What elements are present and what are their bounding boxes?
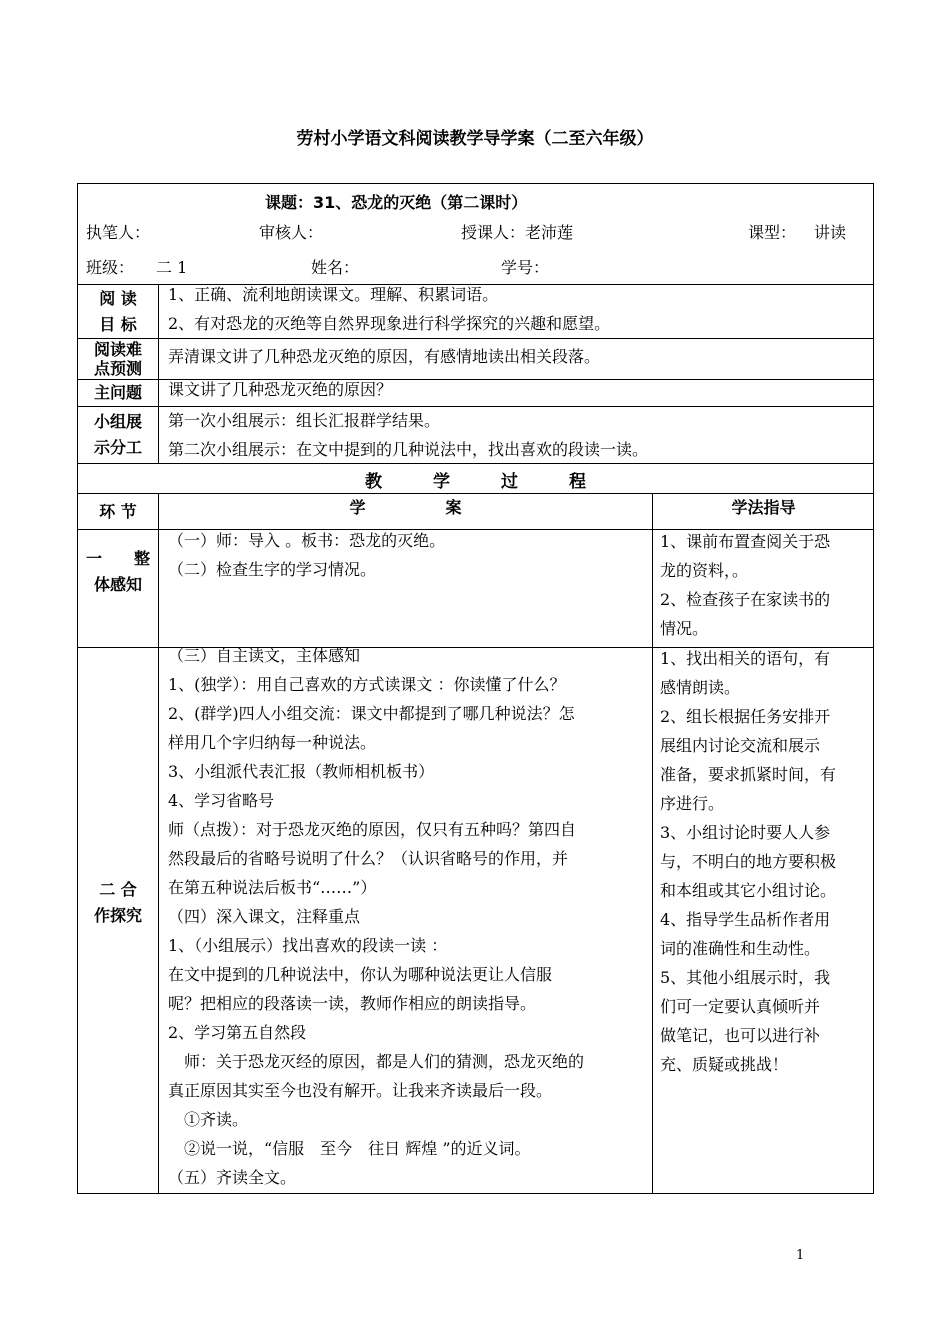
group-show-item: 第二次小组展示：在文中提到的几种说法中，找出喜欢的段读一读。 [168, 440, 649, 459]
stage1-label [78, 546, 158, 592]
goal-item: 2、有对恐龙的灭绝等自然界现象进行科学探究的兴趣和愿望。 [168, 314, 611, 333]
stage2-label [78, 877, 158, 929]
reviewer-label: 审核人： [259, 223, 324, 242]
guide-line: 序进行。 [660, 794, 725, 813]
process-title-row [78, 464, 873, 494]
stage2-row [78, 648, 873, 1193]
guide-line: 2、组长根据任务安排开 [660, 707, 831, 726]
guide-line: 4、指导学生品析作者用 [660, 910, 831, 929]
guide-line: 5、其他小组展示时，我 [660, 968, 831, 987]
stage1-plan [168, 526, 445, 584]
plan-line: 1、(独学）：用自己喜欢的方式读课文 ：你读懂了什么？ [168, 675, 566, 694]
reading-goals [168, 280, 610, 338]
guide-column-header: 学法指导 [731, 498, 796, 517]
guide-line: 准备，要求抓紧时间，有 [660, 765, 837, 784]
plan-line: （二）检查生字的学习情况。 [168, 560, 377, 579]
plan-line: ①齐读。 [168, 1110, 249, 1129]
plan-line: 2、(群学)四人小组交流：课文中都提到了哪几种说法？怎 [168, 704, 575, 723]
plan-line: 样用几个字归纳每一种说法。 [168, 733, 377, 752]
group-show-row [78, 407, 873, 464]
guide-line: 词的准确性和生动性。 [660, 939, 821, 958]
guide-line: 充、质疑或挑战！ [660, 1055, 789, 1074]
plan-line: 真正原因其实至今也没有解开。让我来齐读最后一段。 [168, 1081, 553, 1100]
guide-line: 龙的资料，。 [660, 561, 749, 580]
author-label: 执笔人： [86, 223, 151, 242]
main-question-label: 主问题 [93, 383, 142, 402]
difficulty-label-line2: 点预测 [93, 359, 142, 378]
group-show-label-line2: 示分工 [93, 438, 142, 457]
plan-line: 在文中提到的几种说法中，你认为哪种说法更让人信服 [168, 965, 553, 984]
stage1-guide [660, 527, 830, 643]
group-show-label-line1: 小组展 [93, 412, 142, 431]
guide-line: 与，不明白的地方要积极 [660, 852, 837, 871]
stage2-guide [660, 644, 836, 1079]
goals-label-line1: 阅 读 [99, 288, 137, 308]
group-show-text [168, 406, 648, 464]
stage2-plan [168, 641, 584, 1192]
guide-line: 2、检查孩子在家读书的 [660, 590, 831, 609]
class-value: 二 1 [156, 258, 188, 277]
plan-line: （一）师：导入 。板书：恐龙的灭绝。 [168, 531, 446, 550]
document-title: 劳村小学语文科阅读教学导学案（二至六年级） [296, 129, 654, 149]
header-block [78, 184, 873, 285]
goals-label-line2: 目 标 [99, 314, 137, 334]
difficulty-text: 弄清课文讲了几种恐龙灭绝的原因，有感情地读出相关段落。 [168, 347, 601, 366]
plan-line: 4、学习省略号 [168, 791, 275, 810]
main-question-row [78, 380, 873, 407]
process-title: 教 学 过 程 [365, 472, 586, 492]
teacher: 授课人：老沛莲 [461, 223, 574, 242]
guide-line: 展组内讨论交流和展示 [660, 736, 821, 755]
student-no-label: 学号： [501, 258, 550, 277]
guide-line: 3、小组讨论时要人人参 [660, 823, 831, 842]
plan-line: 在第五种说法后板书“……”） [168, 878, 377, 897]
goal-item: 1、正确、流利地朗读课文。理解、积累词语。 [168, 285, 499, 304]
difficulty-row [78, 339, 873, 380]
stage1-label-line1: 一 整 [85, 549, 150, 568]
difficulty-label [78, 339, 158, 379]
plan-line: 3、小组派代表汇报（教师相机板书） [168, 762, 435, 781]
page-number: 1 [796, 1248, 805, 1263]
plan-line: ②说一说，“信服 至今 往日 辉煌 ”的近义词。 [168, 1139, 531, 1158]
stage1-label-line2: 体感知 [93, 575, 142, 594]
guide-line: 做笔记，也可以进行补 [660, 1026, 821, 1045]
guide-line: 1、课前布置查阅关于恐 [660, 532, 831, 551]
class-label: 班级： [86, 258, 135, 277]
difficulty-label-line1: 阅读难 [93, 340, 142, 359]
topic: 课题：31、恐龙的灭绝（第二课时） [265, 193, 528, 212]
guide-line: 和本组或其它小组讨论。 [660, 881, 837, 900]
group-show-item: 第一次小组展示：组长汇报群学结果。 [168, 411, 441, 430]
plan-line: 然段最后的省略号说明了什么？（认识省略号的作用，并 [168, 849, 569, 868]
column-header-row [78, 494, 873, 530]
main-question-text: 课文讲了几种恐龙灭绝的原因？ [168, 380, 393, 399]
guide-line: 感情朗读。 [660, 678, 741, 697]
plan-line: （五）齐读全文。 [168, 1168, 297, 1187]
guide-line: 1、找出相关的语句，有 [660, 649, 831, 668]
plan-line: 1、（小组展示）找出喜欢的段读一读 ： [168, 936, 448, 955]
plan-line: （三）自主读文，主体感知 [168, 646, 361, 665]
stage1-row [78, 530, 873, 648]
plan-line: （四）深入课文，注释重点 [168, 907, 361, 926]
reading-goals-row [78, 285, 873, 339]
plan-line: 师：关于恐龙灭经的原因，都是人们的猜测，恐龙灭绝的 [168, 1052, 585, 1071]
plan-line: 呢？把相应的段落读一读，教师作相应的朗读指导。 [168, 994, 537, 1013]
group-show-label [78, 407, 158, 463]
plan-line: 师（点拨）：对于恐龙灭绝的原因，仅只有五种吗？第四自 [168, 820, 577, 839]
lesson-type-value: 讲读 [814, 223, 847, 242]
plan-column-header: 学 案 [349, 498, 462, 517]
stage-column-header: 环 节 [99, 501, 137, 521]
lesson-type-label: 课型： [748, 223, 797, 242]
guide-line: 们可一定要认真倾听并 [660, 997, 821, 1016]
stage2-label-line2: 作探究 [93, 906, 142, 925]
reading-goals-label [78, 285, 158, 338]
lesson-plan-table [77, 183, 874, 1194]
name-label: 姓名： [311, 258, 360, 277]
guide-line: 情况。 [660, 619, 709, 638]
stage2-label-line1: 二 合 [99, 880, 137, 899]
plan-line: 2、学习第五自然段 [168, 1023, 307, 1042]
